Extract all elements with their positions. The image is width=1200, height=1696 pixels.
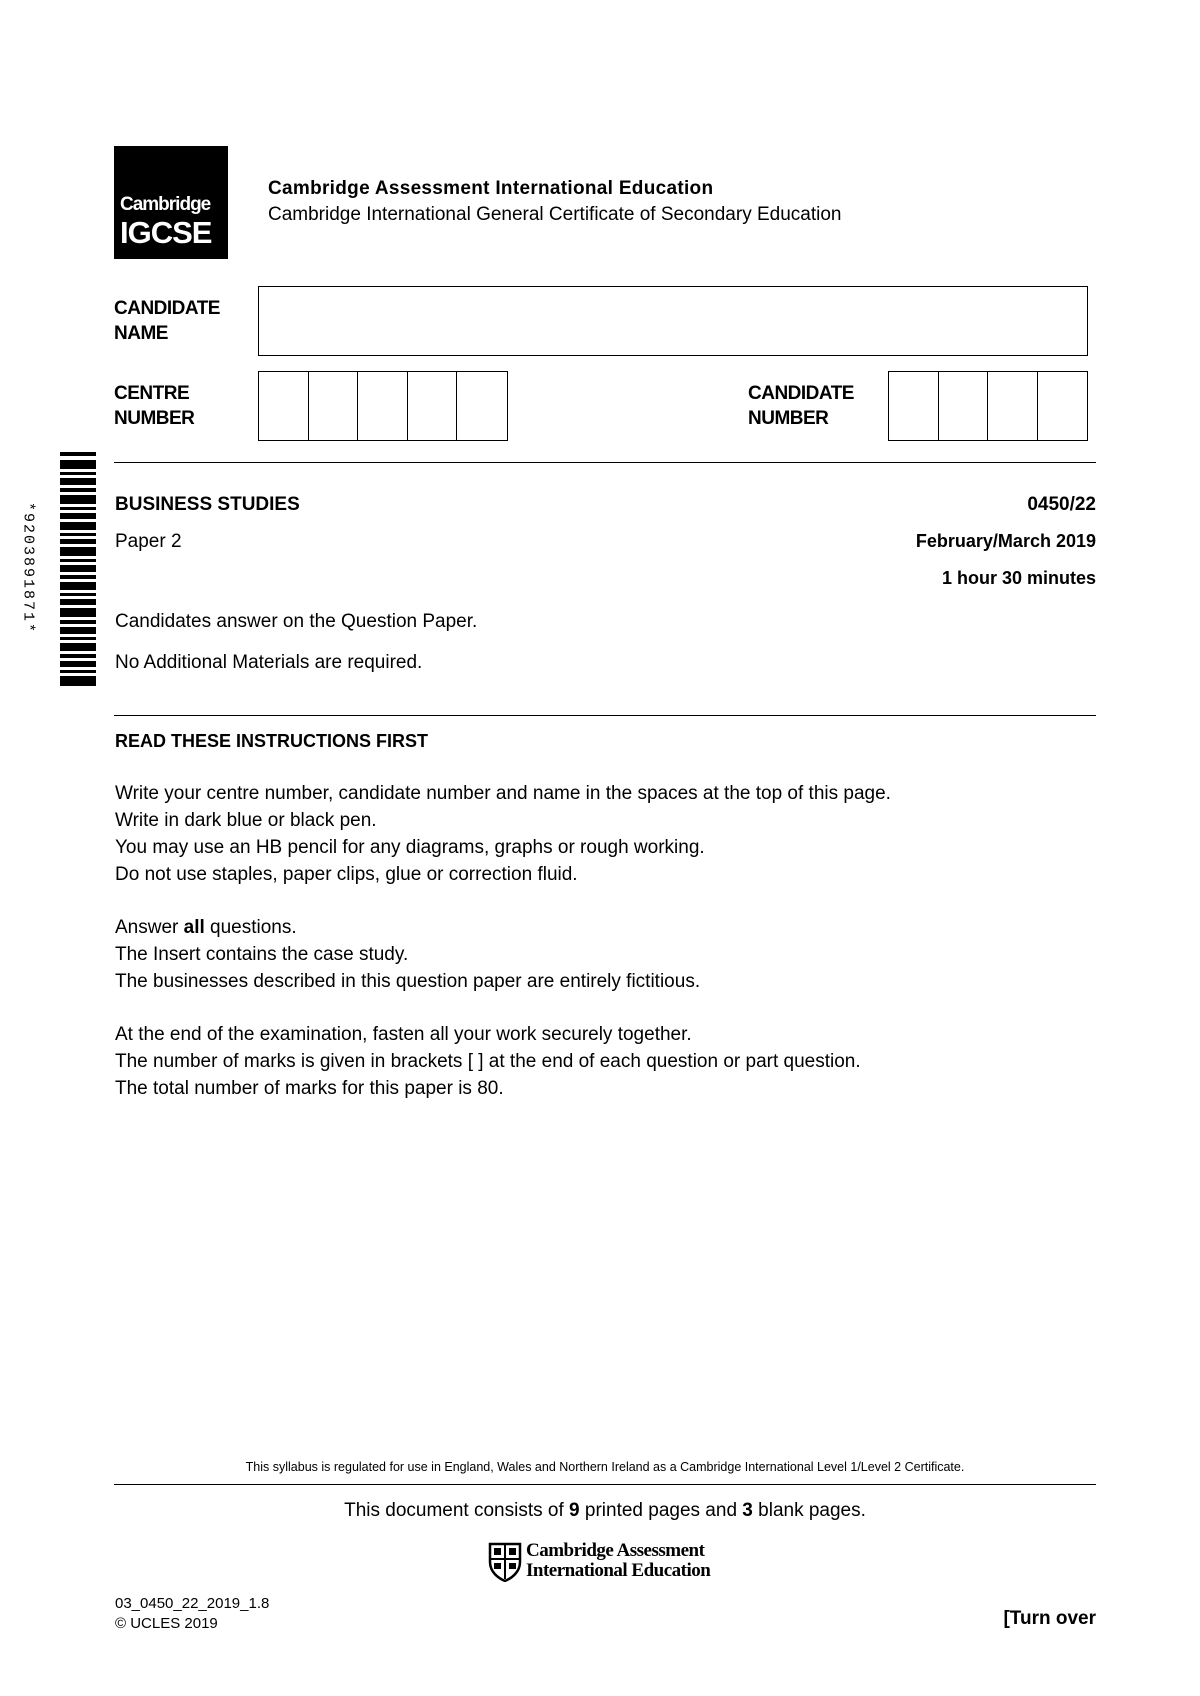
candidate-name-field[interactable] bbox=[258, 286, 1088, 356]
centre-number-digit-box[interactable] bbox=[408, 372, 458, 440]
cambridge-assessment-logo bbox=[488, 1540, 728, 1584]
candidate-number-digit-box[interactable] bbox=[1038, 372, 1088, 440]
logo-cambridge-text: Cambridge bbox=[120, 194, 211, 215]
logo-igcse-text: IGCSE bbox=[120, 215, 212, 250]
regulation-note: This syllabus is regulated for use in England, Wales and Northern Ireland as a Cambridge International Level 1/Level 2 Certificate. bbox=[245, 1460, 965, 1474]
instruction-line: You may use an HB pencil for any diagrams, graphs or rough working. bbox=[115, 837, 705, 858]
divider-middle bbox=[114, 715, 1096, 716]
barcode-number: *9203891871* bbox=[19, 501, 37, 635]
answer-suffix: questions. bbox=[204, 917, 297, 938]
doc-ref-code: 03_0450_22_2019_1.8 bbox=[115, 1595, 270, 1612]
page-count-note bbox=[114, 1500, 1096, 1522]
centre-number-digit-box[interactable] bbox=[358, 372, 408, 440]
candidate-number-field[interactable] bbox=[888, 371, 1088, 441]
candidate-number-label-line1: CANDIDATE bbox=[748, 383, 854, 404]
candidate-number-digit-box[interactable] bbox=[889, 372, 939, 440]
centre-number-field[interactable] bbox=[258, 371, 508, 441]
instructions-group-1 bbox=[115, 780, 891, 888]
paper-number: Paper 2 bbox=[115, 531, 182, 552]
answer-bold: all bbox=[183, 917, 205, 938]
candidate-name-label bbox=[114, 296, 220, 346]
instruction-line: The total number of marks for this paper is 80. bbox=[115, 1078, 504, 1099]
instruction-line: Do not use staples, paper clips, glue or correction fluid. bbox=[115, 864, 578, 885]
instruction-line: The Insert contains the case study. bbox=[115, 944, 409, 965]
cambridge-igcse-logo bbox=[114, 146, 228, 259]
turn-over-note: [Turn over bbox=[1003, 1608, 1096, 1629]
syllabus-code: 0450/22 bbox=[1027, 494, 1096, 515]
instruction-line: The businesses described in this question paper are entirely fictitious. bbox=[115, 971, 701, 992]
divider-top bbox=[114, 462, 1096, 463]
cae-logo-line1: Cambridge Assessment bbox=[526, 1540, 705, 1561]
candidate-number-digit-box[interactable] bbox=[988, 372, 1038, 440]
exam-session: February/March 2019 bbox=[915, 531, 1096, 551]
centre-number-digit-box[interactable] bbox=[457, 372, 507, 440]
answer-on-text: Candidates answer on the Question Paper. bbox=[115, 611, 478, 632]
candidate-number-label-line2: NUMBER bbox=[748, 408, 829, 429]
blank-pages-count: 3 bbox=[742, 1500, 753, 1521]
centre-number-label bbox=[114, 381, 194, 431]
document-reference bbox=[115, 1594, 269, 1634]
candidate-name-label-line1: CANDIDATE bbox=[114, 298, 220, 319]
materials-text: No Additional Materials are required. bbox=[115, 652, 423, 673]
consists-middle: printed pages and bbox=[579, 1500, 743, 1521]
centre-number-digit-box[interactable] bbox=[309, 372, 359, 440]
instructions-heading: READ THESE INSTRUCTIONS FIRST bbox=[115, 731, 429, 751]
answer-prefix: Answer bbox=[115, 917, 184, 938]
candidate-number-label bbox=[748, 381, 854, 431]
org-name: Cambridge Assessment International Education bbox=[268, 178, 714, 199]
instructions-group-3 bbox=[115, 1021, 861, 1102]
candidate-name-label-line2: NAME bbox=[114, 323, 168, 344]
crest-icon bbox=[488, 1542, 522, 1582]
copyright: © UCLES 2019 bbox=[115, 1615, 218, 1632]
qualification-name: Cambridge International General Certificate of Secondary Education bbox=[268, 204, 842, 225]
instruction-line-answer-all bbox=[115, 914, 700, 941]
consists-prefix: This document consists of bbox=[344, 1500, 570, 1521]
instructions-group-2 bbox=[115, 914, 700, 995]
instruction-line: Write in dark blue or black pen. bbox=[115, 810, 377, 831]
candidate-number-digit-box[interactable] bbox=[939, 372, 989, 440]
barcode bbox=[60, 452, 96, 686]
centre-number-digit-box[interactable] bbox=[259, 372, 309, 440]
instruction-line: At the end of the examination, fasten all your work securely together. bbox=[115, 1024, 692, 1045]
centre-number-label-line2: NUMBER bbox=[114, 408, 195, 429]
instruction-line: The number of marks is given in brackets [ ] at the end of each question or part question. bbox=[115, 1051, 861, 1072]
exam-duration: 1 hour 30 minutes bbox=[941, 568, 1096, 588]
instruction-line: Write your centre number, candidate number and name in the spaces at the top of this page. bbox=[115, 783, 891, 804]
subject-title: BUSINESS STUDIES bbox=[115, 494, 300, 515]
centre-number-label-line1: CENTRE bbox=[114, 383, 190, 404]
cae-logo-line2: International Education bbox=[526, 1560, 711, 1581]
divider-bottom bbox=[114, 1484, 1096, 1485]
printed-pages-count: 9 bbox=[569, 1500, 580, 1521]
consists-suffix: blank pages. bbox=[752, 1500, 866, 1521]
